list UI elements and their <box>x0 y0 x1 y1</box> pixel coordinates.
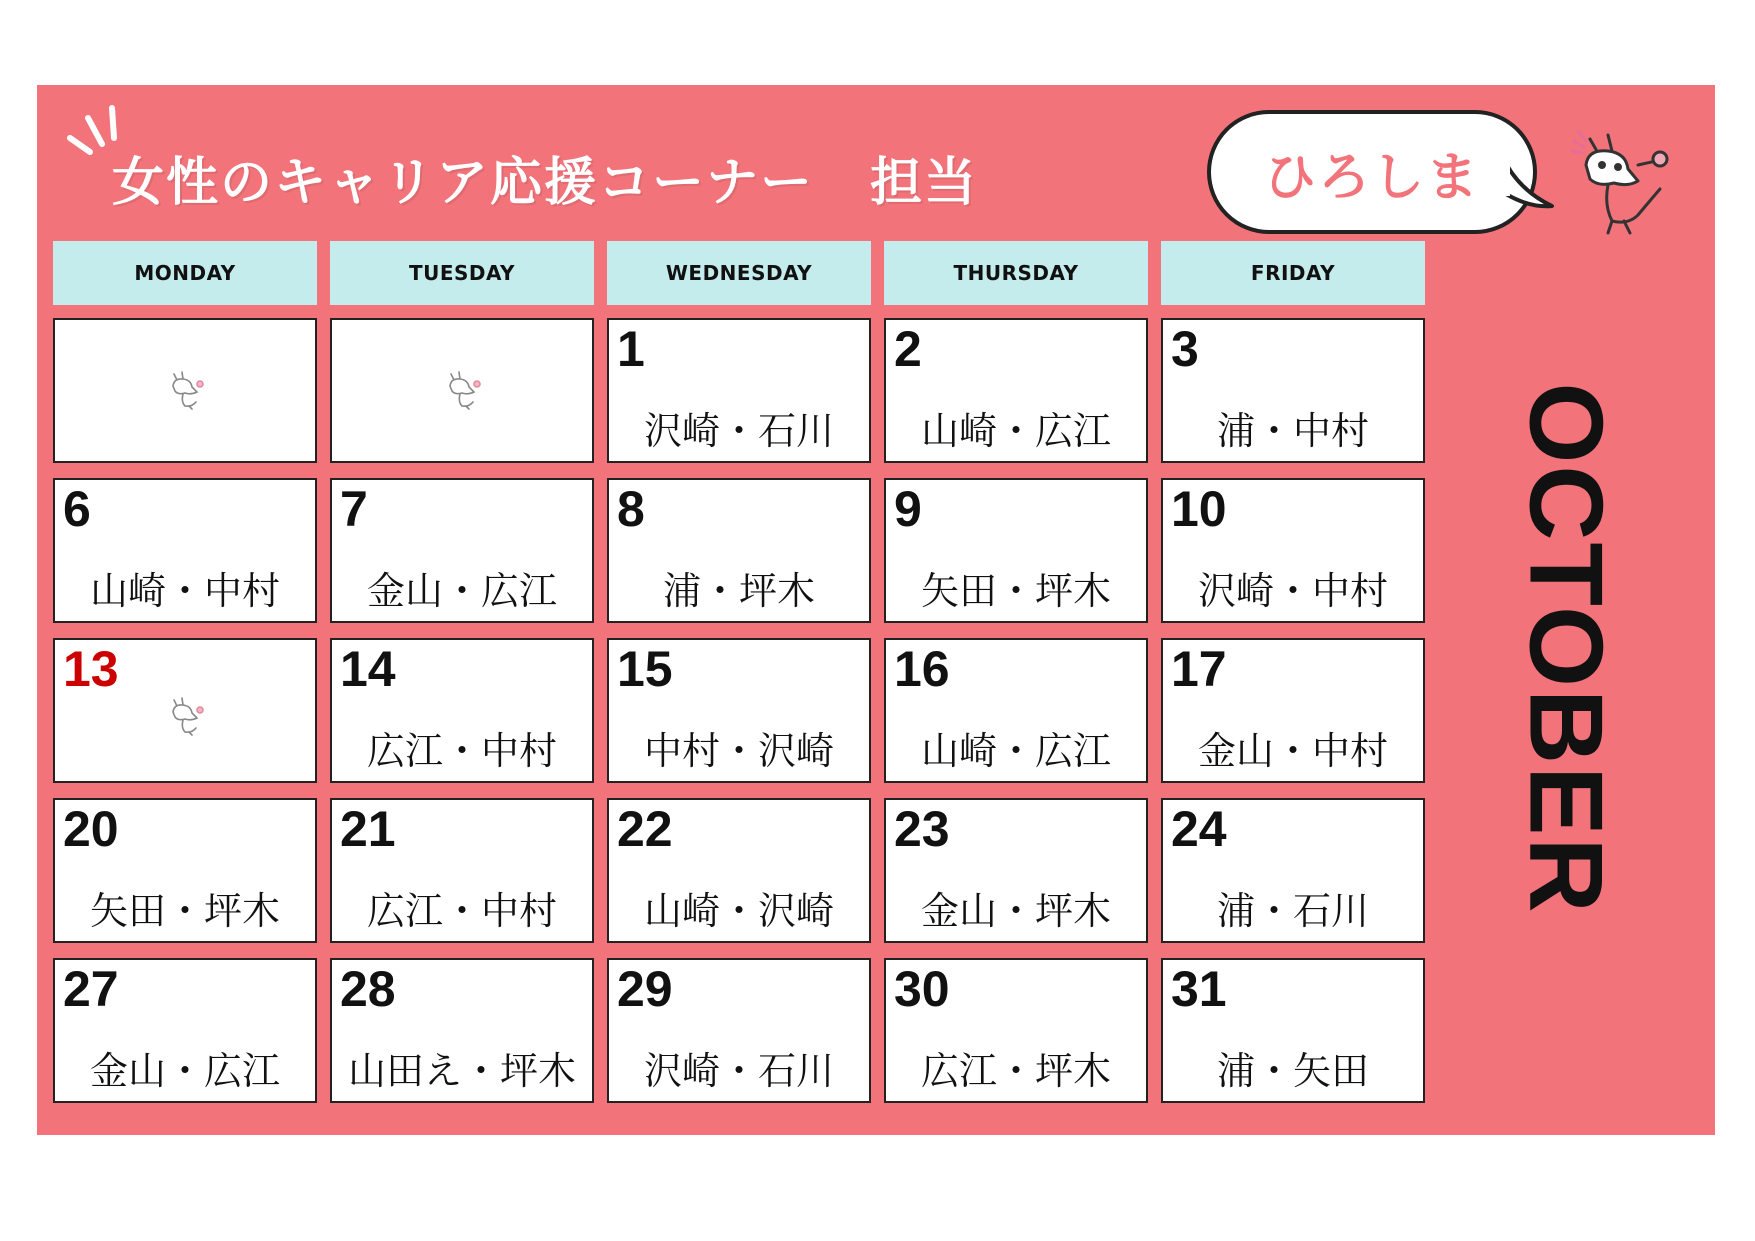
speech-tail-icon <box>1500 150 1560 220</box>
staff-names: 矢田・坪木 <box>89 889 280 933</box>
day-cell <box>330 638 594 783</box>
staff-names: 金山・坪木 <box>920 889 1111 933</box>
day-number: 9 <box>894 481 922 537</box>
staff-names: 山崎・広江 <box>920 409 1111 453</box>
day-cell <box>884 798 1148 943</box>
day-number: 28 <box>340 961 396 1017</box>
staff-names: 浦・矢田 <box>1216 1049 1369 1093</box>
day-number: 3 <box>1171 321 1199 377</box>
day-cell <box>53 798 317 943</box>
weekday-header: FRIDAY <box>1161 241 1425 305</box>
day-cell <box>884 478 1148 623</box>
weekday-header: MONDAY <box>53 241 317 305</box>
day-number: 30 <box>894 961 950 1017</box>
staff-names: 山崎・中村 <box>89 569 280 613</box>
staff-names: 沢崎・石川 <box>643 1049 834 1093</box>
day-number: 2 <box>894 321 922 377</box>
day-cell <box>1161 638 1425 783</box>
day-number: 31 <box>1171 961 1227 1017</box>
day-number: 8 <box>617 481 645 537</box>
staff-names: 広江・坪木 <box>920 1049 1111 1093</box>
mascot-icon <box>442 366 486 410</box>
page-title <box>112 140 978 215</box>
day-number: 29 <box>617 961 673 1017</box>
weekday-header: TUESDAY <box>330 241 594 305</box>
day-number: 6 <box>63 481 91 537</box>
day-cell <box>607 958 871 1103</box>
staff-names: 山崎・広江 <box>920 729 1111 773</box>
day-number: 17 <box>1171 641 1227 697</box>
title-text: 女性のキャリア応援コーナー <box>112 153 815 213</box>
day-number: 7 <box>340 481 368 537</box>
staff-names: 金山・広江 <box>366 569 557 613</box>
mascot-icon <box>1568 125 1680 241</box>
day-number: 22 <box>617 801 673 857</box>
day-number: 1 <box>617 321 645 377</box>
role-label: 担当 <box>870 153 979 213</box>
month-label-wrap <box>1507 363 1624 933</box>
region-label: ひろしま <box>1263 147 1480 208</box>
staff-names: 広江・中村 <box>366 889 557 933</box>
day-cell <box>53 638 317 783</box>
day-number: 14 <box>340 641 396 697</box>
mascot-icon <box>165 366 209 410</box>
day-cell <box>53 478 317 623</box>
day-number: 16 <box>894 641 950 697</box>
day-cell <box>330 318 594 463</box>
staff-names: 山田え・坪木 <box>347 1049 576 1093</box>
staff-names: 浦・中村 <box>1216 409 1369 453</box>
staff-names: 浦・坪木 <box>662 569 815 613</box>
staff-names: 沢崎・中村 <box>1197 569 1388 613</box>
day-cell <box>607 318 871 463</box>
day-cell <box>53 958 317 1103</box>
staff-names: 山崎・沢崎 <box>643 889 834 933</box>
day-number: 13 <box>63 641 119 697</box>
region-bubble <box>1207 110 1537 234</box>
day-cell <box>1161 798 1425 943</box>
day-number: 23 <box>894 801 950 857</box>
staff-names: 浦・石川 <box>1216 889 1369 933</box>
staff-names: 広江・中村 <box>366 729 557 773</box>
day-cell <box>884 958 1148 1103</box>
day-number: 24 <box>1171 801 1227 857</box>
weekday-header: THURSDAY <box>884 241 1148 305</box>
day-cell <box>1161 318 1425 463</box>
day-cell <box>330 478 594 623</box>
day-cell <box>607 638 871 783</box>
day-number: 21 <box>340 801 396 857</box>
day-number: 20 <box>63 801 119 857</box>
staff-names: 金山・広江 <box>89 1049 280 1093</box>
weekday-header: WEDNESDAY <box>607 241 871 305</box>
day-cell <box>53 318 317 463</box>
day-cell <box>1161 958 1425 1103</box>
day-number: 27 <box>63 961 119 1017</box>
day-number: 15 <box>617 641 673 697</box>
month-label: OCTOBER <box>1507 381 1624 915</box>
mascot-icon <box>165 692 209 736</box>
day-cell <box>607 478 871 623</box>
day-cell <box>884 638 1148 783</box>
day-number: 10 <box>1171 481 1227 537</box>
day-cell <box>884 318 1148 463</box>
staff-names: 矢田・坪木 <box>920 569 1111 613</box>
staff-names: 金山・中村 <box>1197 729 1388 773</box>
staff-names: 中村・沢崎 <box>643 729 834 773</box>
staff-names: 沢崎・石川 <box>643 409 834 453</box>
day-cell <box>1161 478 1425 623</box>
day-cell <box>330 798 594 943</box>
day-cell <box>607 798 871 943</box>
day-cell <box>330 958 594 1103</box>
